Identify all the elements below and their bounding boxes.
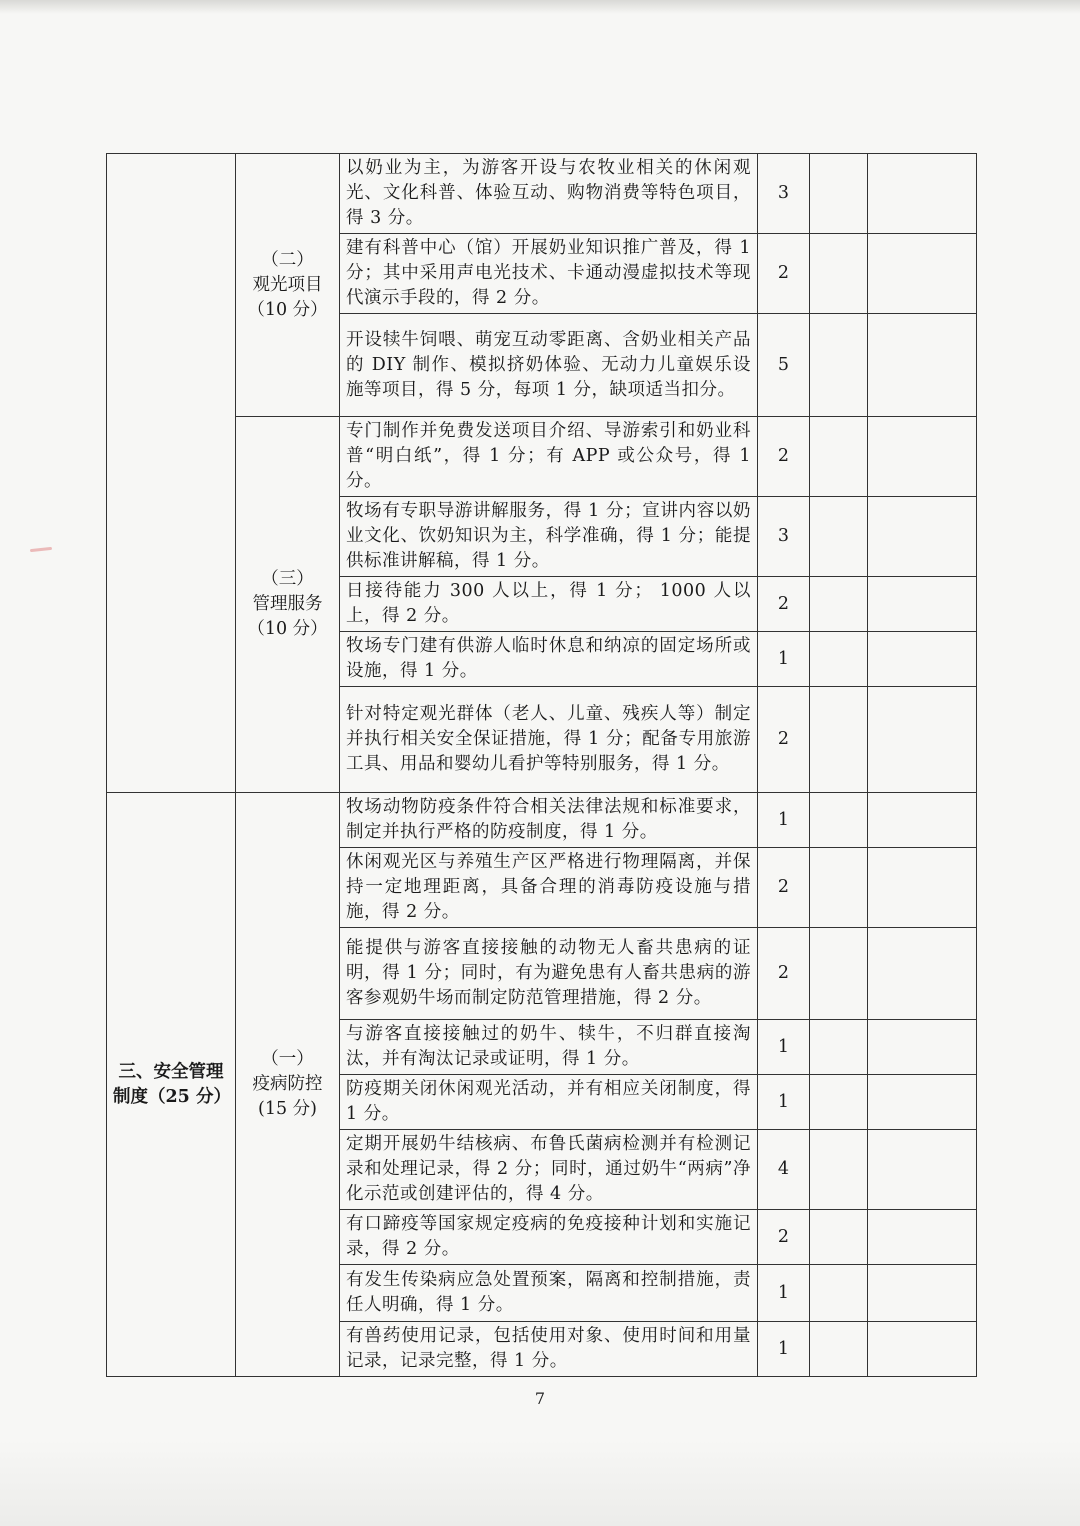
score-cell: 2 <box>758 687 810 793</box>
blank-cell <box>868 417 977 497</box>
blank-cell <box>810 928 868 1020</box>
subcategory-name: 观光项目 <box>252 274 323 295</box>
blank-cell <box>810 1075 868 1130</box>
blank-cell <box>868 1322 977 1377</box>
score-cell: 3 <box>758 497 810 577</box>
scan-shadow-bottom <box>0 1440 1080 1526</box>
criterion-cell: 牧场动物防疫条件符合相关法律法规和标准要求，制定并执行严格的防疫制度，得 1 分。 <box>340 793 758 848</box>
subcategory-number: （二） <box>261 249 314 270</box>
category-cell: 三、安全管理制度（25 分） <box>107 793 236 1377</box>
blank-cell <box>810 497 868 577</box>
criterion-cell: 能提供与游客直接接触的动物无人畜共患病的证明，得 1 分；同时，有为避免患有人畜共患病的游客参观奶牛场而制定防范管理措施，得 2 分。 <box>340 928 758 1020</box>
subcategory-points: (15 分) <box>258 1099 317 1119</box>
blank-cell <box>868 687 977 793</box>
blank-cell <box>868 577 977 632</box>
score-cell: 1 <box>758 1020 810 1075</box>
score-cell: 2 <box>758 577 810 632</box>
blank-cell <box>868 793 977 848</box>
blank-cell <box>868 314 977 417</box>
subcategory-points: （10 分） <box>247 299 328 320</box>
blank-cell <box>810 1322 868 1377</box>
blank-cell <box>868 234 977 314</box>
score-cell: 1 <box>758 632 810 687</box>
criterion-cell: 建有科普中心（馆）开展奶业知识推广普及，得 1 分；其中采用声电光技术、卡通动漫虚拟技术等现代演示手段的，得 2 分。 <box>340 234 758 314</box>
subcategory-cell <box>236 154 340 417</box>
blank-cell <box>810 417 868 497</box>
criterion-cell: 有口蹄疫等国家规定疫病的免疫接种计划和实施记录，得 2 分。 <box>340 1210 758 1265</box>
scoring-table <box>106 153 977 1377</box>
score-cell: 1 <box>758 793 810 848</box>
subcategory-cell <box>236 793 340 1377</box>
score-cell: 2 <box>758 848 810 928</box>
score-cell: 3 <box>758 154 810 234</box>
criterion-cell: 牧场专门建有供游人临时休息和纳凉的固定场所或设施，得 1 分。 <box>340 632 758 687</box>
scan-mark <box>30 547 52 552</box>
criterion-cell: 以奶业为主，为游客开设与农牧业相关的休闲观光、文化科普、体验互动、购物消费等特色项目，得 3 分。 <box>340 154 758 234</box>
blank-cell <box>868 1130 977 1210</box>
blank-cell <box>810 234 868 314</box>
blank-cell <box>868 1210 977 1265</box>
criterion-cell: 开设犊牛饲喂、萌宠互动零距离、含奶业相关产品的 DIY 制作、模拟挤奶体验、无动力儿童娱乐设施等项目，得 5 分，每项 1 分，缺项适当扣分。 <box>340 314 758 417</box>
criterion-cell: 有兽药使用记录，包括使用对象、使用时间和用量记录，记录完整，得 1 分。 <box>340 1322 758 1377</box>
criterion-cell: 专门制作并免费发送项目介绍、导游索引和奶业科普“明白纸”，得 1 分；有 APP 或公众号，得 1 分。 <box>340 417 758 497</box>
criterion-cell: 定期开展奶牛结核病、布鲁氏菌病检测并有检测记录和处理记录，得 2 分；同时，通过奶牛“两病”净化示范或创建评估的，得 4 分。 <box>340 1130 758 1210</box>
criterion-cell: 日接待能力 300 人以上，得 1 分； 1000 人以上，得 2 分。 <box>340 577 758 632</box>
blank-cell <box>868 1075 977 1130</box>
score-cell: 2 <box>758 928 810 1020</box>
subcategory-points: （10 分） <box>247 619 328 639</box>
score-cell: 2 <box>758 417 810 497</box>
blank-cell <box>868 1265 977 1322</box>
score-cell: 2 <box>758 234 810 314</box>
blank-cell <box>868 848 977 928</box>
score-cell: 1 <box>758 1265 810 1322</box>
blank-cell <box>810 632 868 687</box>
blank-cell <box>810 314 868 417</box>
blank-cell <box>810 154 868 234</box>
page-number: 7 <box>534 1389 546 1408</box>
score-cell: 5 <box>758 314 810 417</box>
criterion-cell: 有发生传染病应急处置预案，隔离和控制措施，责任人明确，得 1 分。 <box>340 1265 758 1322</box>
table-row <box>107 154 977 234</box>
subcategory-name: 疫病防控 <box>252 1074 323 1094</box>
blank-cell <box>868 497 977 577</box>
table-row <box>107 417 977 497</box>
criterion-cell: 针对特定观光群体（老人、儿童、残疾人等）制定并执行相关安全保证措施，得 1 分；配备专用旅游工具、用品和婴幼儿看护等特别服务，得 1 分。 <box>340 687 758 793</box>
blank-cell <box>868 632 977 687</box>
blank-cell <box>810 793 868 848</box>
blank-cell <box>810 687 868 793</box>
score-cell: 1 <box>758 1322 810 1377</box>
blank-cell <box>810 1130 868 1210</box>
blank-cell <box>868 928 977 1020</box>
subcategory-number: （一） <box>261 1049 314 1069</box>
criterion-cell: 与游客直接接触过的奶牛、犊牛，不归群直接淘汰，并有淘汰记录或证明，得 1 分。 <box>340 1020 758 1075</box>
blank-cell <box>810 848 868 928</box>
category-cell <box>107 154 236 793</box>
blank-cell <box>810 1265 868 1322</box>
scan-shadow-top <box>0 0 1080 14</box>
score-cell: 1 <box>758 1075 810 1130</box>
criterion-cell: 休闲观光区与养殖生产区严格进行物理隔离，并保持一定地理距离，具备合理的消毒防疫设施与措施，得 2 分。 <box>340 848 758 928</box>
blank-cell <box>810 1020 868 1075</box>
subcategory-cell <box>236 417 340 793</box>
blank-cell <box>868 1020 977 1075</box>
blank-cell <box>868 154 977 234</box>
score-cell: 2 <box>758 1210 810 1265</box>
subcategory-name: 管理服务 <box>252 594 323 614</box>
score-cell: 4 <box>758 1130 810 1210</box>
subcategory-number: （三） <box>261 569 314 589</box>
blank-cell <box>810 577 868 632</box>
criterion-cell: 防疫期关闭休闲观光活动，并有相应关闭制度，得 1 分。 <box>340 1075 758 1130</box>
criterion-cell: 牧场有专职导游讲解服务，得 1 分；宣讲内容以奶业文化、饮奶知识为主，科学准确，得 1 分；能提供标准讲解稿，得 1 分。 <box>340 497 758 577</box>
table-row <box>107 793 977 848</box>
blank-cell <box>810 1210 868 1265</box>
